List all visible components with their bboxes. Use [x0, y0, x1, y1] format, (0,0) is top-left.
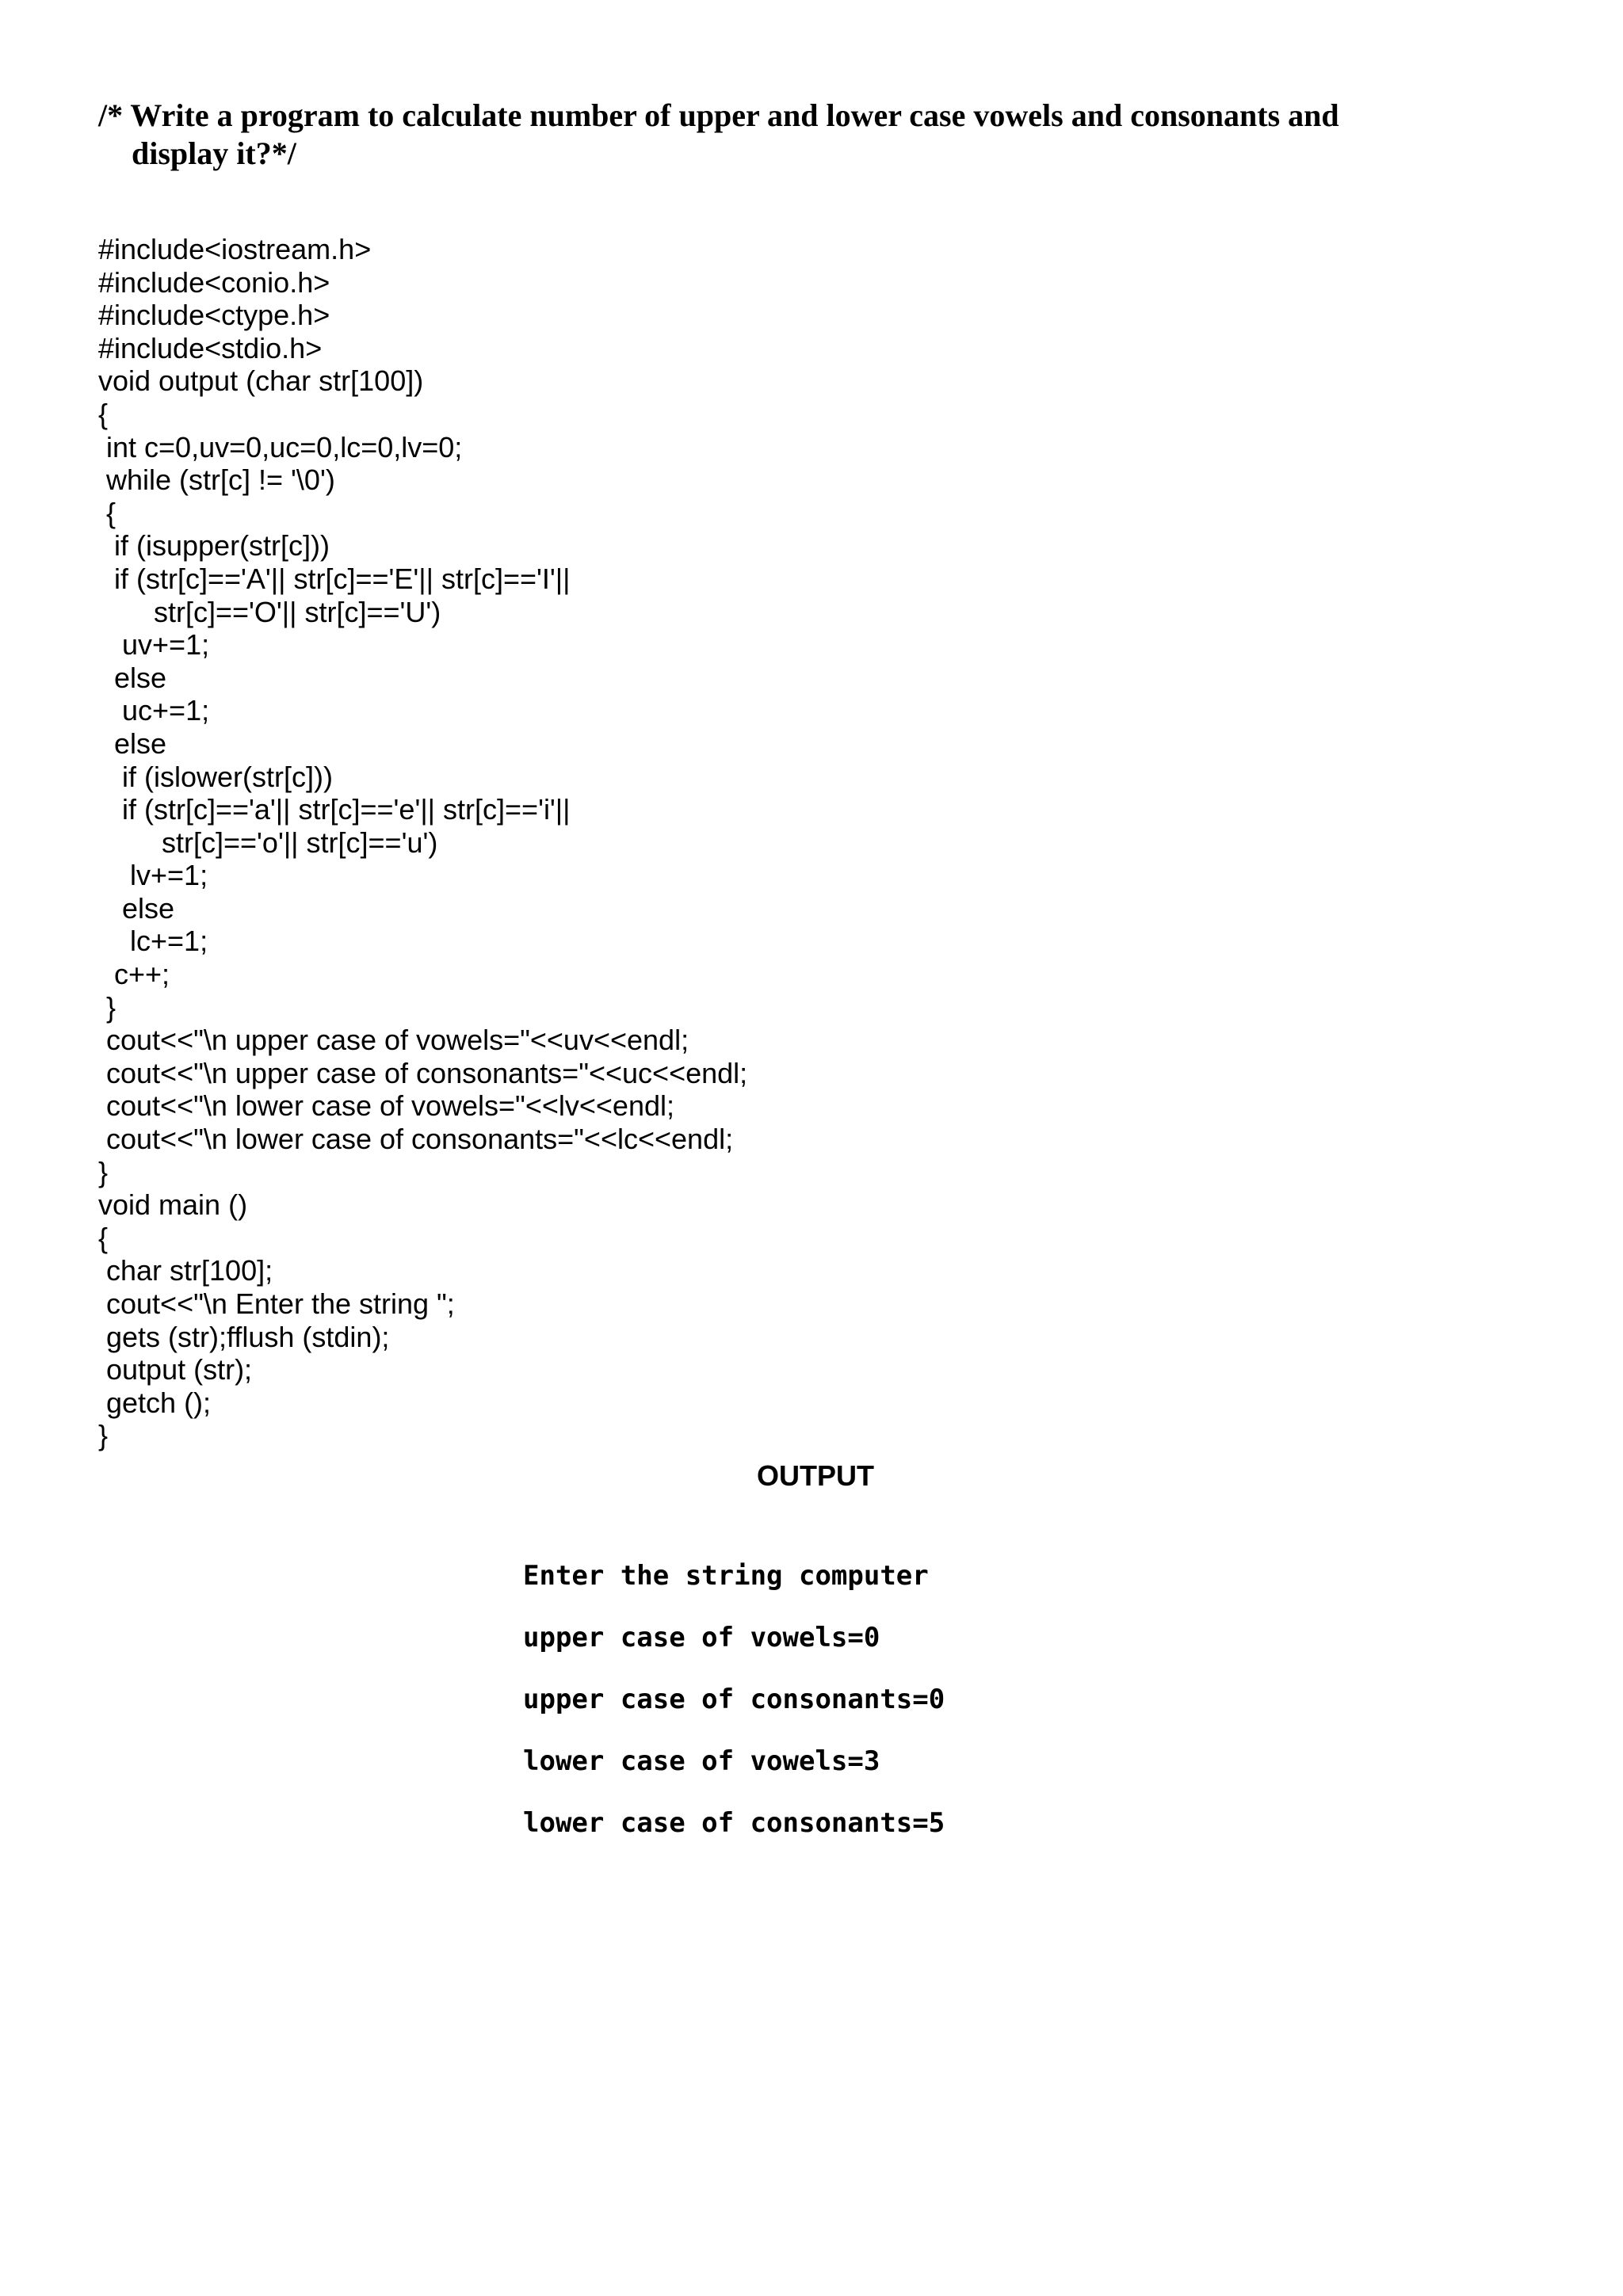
code-line: getch ();: [98, 1386, 212, 1419]
code-line: c++;: [98, 958, 170, 991]
code-line: cout<<"\n upper case of consonants="<<uc<<endl;: [98, 1056, 748, 1089]
code-line: output (str);: [98, 1353, 253, 1386]
code-line: str[c]=='O'|| str[c]=='U'): [98, 595, 441, 628]
console-line: upper case of vowels=0: [523, 1622, 880, 1653]
code-line: {: [98, 397, 109, 430]
heading-line-1: /* Write a program to calculate number of upper and lower case vowels and consonants and: [98, 97, 1339, 133]
console-line: upper case of consonants=0: [523, 1684, 945, 1715]
code-line: }: [98, 1419, 109, 1452]
code-line: str[c]=='o'|| str[c]=='u'): [98, 826, 438, 859]
code-line: if (isupper(str[c])): [98, 529, 330, 563]
code-line: cout<<"\n upper case of vowels="<<uv<<endl;: [98, 1024, 689, 1057]
code-line: #include<iostream.h>: [98, 233, 372, 265]
code-line: gets (str);fflush (stdin);: [98, 1320, 390, 1353]
code-line: char str[100];: [98, 1254, 273, 1287]
console-output: [523, 1545, 945, 1854]
output-heading: OUTPUT: [757, 1459, 874, 1492]
code-line: cout<<"\n lower case of vowels="<<lv<<endl;: [98, 1089, 674, 1123]
code-line: if (str[c]=='a'|| str[c]=='e'|| str[c]=='i'||: [98, 793, 571, 826]
code-line: lv+=1;: [98, 859, 208, 892]
console-line: lower case of consonants=5: [523, 1807, 945, 1839]
code-line: #include<conio.h>: [98, 265, 330, 299]
code-line: {: [98, 1221, 109, 1254]
code-line: uv+=1;: [98, 628, 210, 662]
code-line: else: [98, 727, 167, 760]
code-line: void output (char str[100]): [98, 364, 424, 398]
code-line: cout<<"\n lower case of consonants="<<lc<<endl;: [98, 1123, 734, 1156]
code-line: #include<ctype.h>: [98, 299, 330, 332]
code-line: while (str[c] != '\0'): [98, 463, 335, 497]
code-line: lc+=1;: [98, 925, 208, 958]
console-line: lower case of vowels=3: [523, 1745, 880, 1777]
code-line: uc+=1;: [98, 694, 210, 727]
code-line: }: [98, 990, 116, 1024]
code-line: cout<<"\n Enter the string ";: [98, 1287, 455, 1320]
code-line: }: [98, 1155, 109, 1188]
program-heading: [98, 97, 1525, 173]
code-line: if (str[c]=='A'|| str[c]=='E'|| str[c]=='I'||: [98, 562, 571, 595]
code-line: int c=0,uv=0,uc=0,lc=0,lv=0;: [98, 430, 463, 463]
code-line: #include<stdio.h>: [98, 331, 323, 364]
code-line: else: [98, 661, 167, 694]
source-code-block: [98, 233, 747, 1452]
code-line: else: [98, 891, 175, 925]
heading-line-2: display it?*/: [132, 135, 296, 171]
code-line: {: [98, 496, 116, 529]
code-line: if (islower(str[c])): [98, 760, 333, 793]
console-line: Enter the string computer: [523, 1560, 929, 1592]
code-line: void main (): [98, 1188, 248, 1222]
